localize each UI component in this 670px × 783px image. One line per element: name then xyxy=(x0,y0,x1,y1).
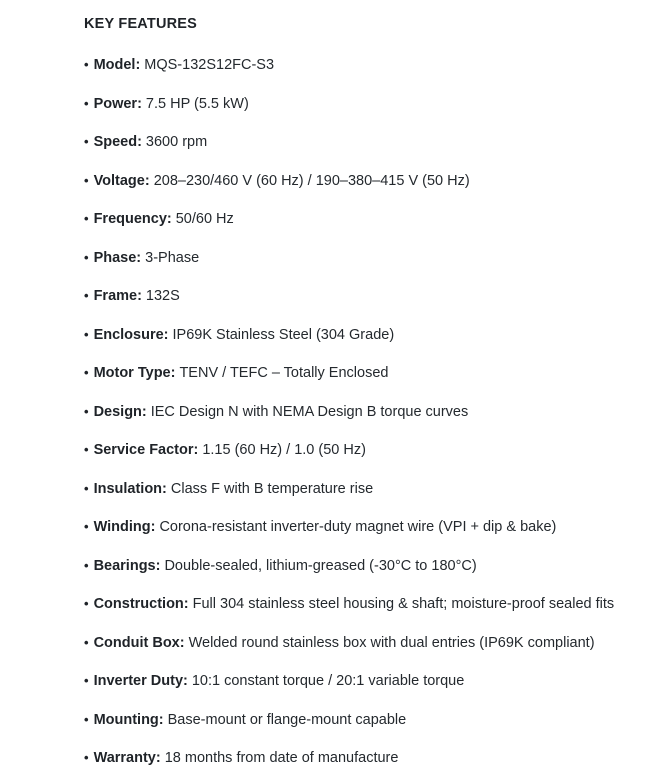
item-value: Double-sealed, lithium-greased (-30°C to 180°C) xyxy=(164,557,477,574)
item-label: Design: xyxy=(93,403,147,420)
item-label: Model: xyxy=(93,57,141,73)
item-value: 132S xyxy=(145,288,180,304)
item-label: Power: xyxy=(93,95,142,112)
item-value: Corona-resistant inverter-duty magnet wire (VPI + dip & bake) xyxy=(159,519,557,535)
bullet-icon: • xyxy=(84,134,89,149)
item-label: Construction: xyxy=(93,596,189,612)
item-label: Bearings: xyxy=(93,557,161,574)
bullet-icon: • xyxy=(84,211,89,226)
item-label: Winding: xyxy=(93,519,156,535)
item-label: Frequency: xyxy=(93,211,172,227)
list-item xyxy=(84,594,650,614)
bullet-icon: • xyxy=(84,750,89,765)
list-item xyxy=(84,440,650,460)
item-value: Base-mount or flange-mount capable xyxy=(167,711,407,728)
list-item xyxy=(84,248,650,268)
item-value: Full 304 stainless steel housing & shaft; moisture-proof sealed fits xyxy=(192,596,615,612)
item-value: 208–230/460 V (60 Hz) / 190–380–415 V (50 Hz) xyxy=(153,172,470,189)
item-label: Phase: xyxy=(93,249,142,266)
item-label: Speed: xyxy=(93,134,142,150)
item-value: IEC Design N with NEMA Design B torque curves xyxy=(150,403,469,420)
bullet-icon: • xyxy=(84,95,89,111)
list-item xyxy=(84,517,650,537)
bullet-icon: • xyxy=(84,288,89,303)
item-value: 1.15 (60 Hz) / 1.0 (50 Hz) xyxy=(202,442,366,458)
item-label: Inverter Duty: xyxy=(93,673,188,689)
list-item xyxy=(84,556,650,576)
bullet-icon: • xyxy=(84,557,89,573)
bullet-icon: • xyxy=(84,442,89,457)
item-value: Class F with B temperature rise xyxy=(170,480,374,497)
list-item xyxy=(84,748,650,768)
item-label: Motor Type: xyxy=(93,365,176,381)
list-item xyxy=(84,671,650,691)
bullet-icon: • xyxy=(84,519,89,534)
item-value: 50/60 Hz xyxy=(175,211,234,227)
list-item xyxy=(84,710,650,730)
list-item xyxy=(84,94,650,114)
item-label: Conduit Box: xyxy=(93,634,185,651)
item-value: 18 months from date of manufacture xyxy=(164,750,399,766)
bullet-icon: • xyxy=(84,596,89,611)
item-label: Service Factor: xyxy=(93,442,199,458)
list-item xyxy=(84,286,650,306)
list-item xyxy=(84,55,650,75)
list-item xyxy=(84,132,650,152)
bullet-icon: • xyxy=(84,403,89,419)
item-value: Welded round stainless box with dual entries (IP69K compliant) xyxy=(188,634,595,651)
list-item xyxy=(84,171,650,191)
item-value: TENV / TEFC – Totally Enclosed xyxy=(179,365,389,381)
bullet-icon: • xyxy=(84,172,89,188)
bullet-icon: • xyxy=(84,249,89,265)
item-label: Insulation: xyxy=(93,480,167,497)
item-label: Enclosure: xyxy=(93,326,169,343)
bullet-icon: • xyxy=(84,634,89,650)
item-label: Mounting: xyxy=(93,711,164,728)
item-label: Voltage: xyxy=(93,172,150,189)
bullet-icon: • xyxy=(84,711,89,727)
bullet-icon: • xyxy=(84,480,89,496)
list-item xyxy=(84,402,650,422)
bullet-icon: • xyxy=(84,326,89,342)
item-value: 10:1 constant torque / 20:1 variable torque xyxy=(191,673,465,689)
item-value: IP69K Stainless Steel (304 Grade) xyxy=(172,326,395,343)
bullet-icon: • xyxy=(84,673,89,688)
item-value: 7.5 HP (5.5 kW) xyxy=(145,95,249,112)
feature-list xyxy=(84,55,650,768)
list-item xyxy=(84,209,650,229)
list-item xyxy=(84,633,650,653)
item-label: Frame: xyxy=(93,288,142,304)
page-title: KEY FEATURES xyxy=(84,16,198,32)
bullet-icon: • xyxy=(84,365,89,380)
item-label: Warranty: xyxy=(93,750,161,766)
bullet-icon: • xyxy=(84,57,89,72)
item-value: 3600 rpm xyxy=(145,134,208,150)
item-value: MQS-132S12FC-S3 xyxy=(144,57,275,73)
list-item xyxy=(84,363,650,383)
list-item xyxy=(84,325,650,345)
list-item xyxy=(84,479,650,499)
item-value: 3-Phase xyxy=(145,249,200,266)
